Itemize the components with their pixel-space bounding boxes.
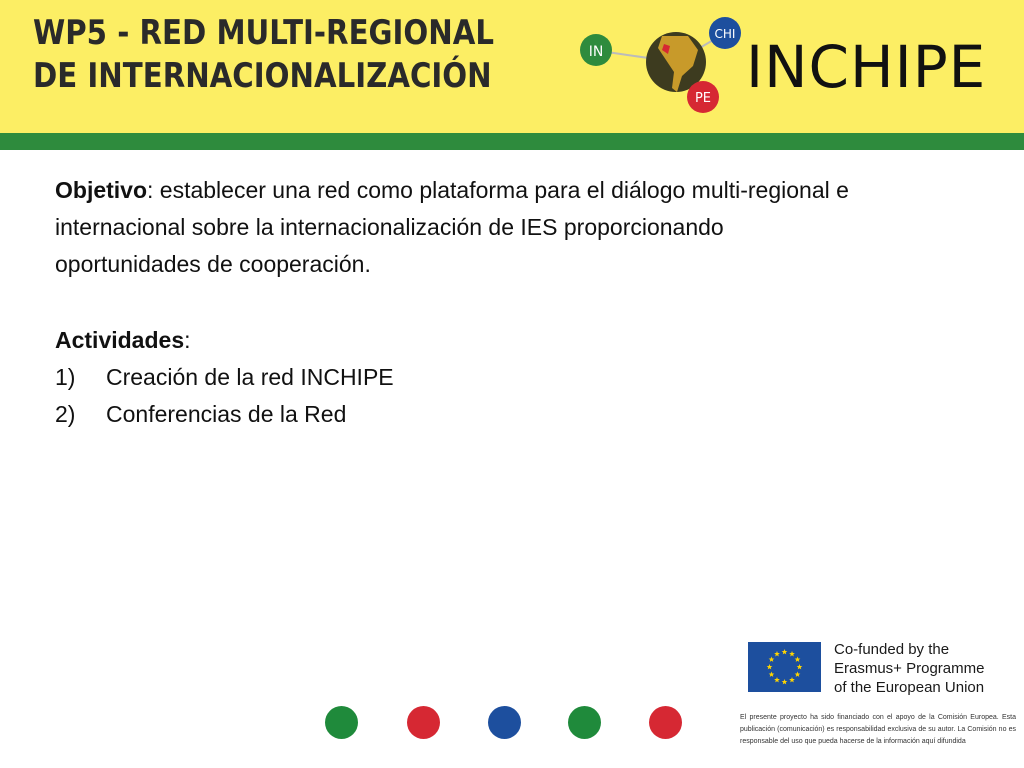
decorative-dot-4 <box>568 706 601 739</box>
list-number: 1) <box>55 364 76 390</box>
list-number: 2) <box>55 401 76 427</box>
slide-title <box>33 12 515 98</box>
objetivo-label: Objetivo <box>55 177 148 203</box>
list-item <box>55 359 855 396</box>
eu-flag-icon <box>748 642 821 692</box>
cofunded-line-2: Erasmus+ Programme <box>834 660 985 677</box>
title-line-1: WP5 - RED MULTI-REGIONAL <box>33 13 495 53</box>
badge-in-label: IN <box>588 44 604 60</box>
title-line-2: DE INTERNACIONALIZACIÓN <box>33 56 492 96</box>
decorative-dot-5 <box>649 706 682 739</box>
badge-chi <box>709 17 741 49</box>
list-text: Conferencias de la Red <box>106 401 347 427</box>
list-item <box>55 396 855 433</box>
badge-pe <box>687 81 719 113</box>
inchipe-wordmark: INCHIPE <box>746 33 987 101</box>
objetivo-paragraph <box>55 172 855 283</box>
badge-chi-label: CHI <box>714 27 736 41</box>
decorative-dot-3 <box>488 706 521 739</box>
cofunded-line-1: Co-funded by the <box>834 641 950 658</box>
cofunded-text <box>834 640 1014 697</box>
disclaimer-text: El presente proyecto ha sido financiado con el apoyo de la Comisión Europea. Esta publicación (comunicación) es responsabilidad exclusiva de su autor. La Comisión no es responsable del uso que pueda hacerse de la información aquí difundida <box>740 714 1016 745</box>
cofunded-line-3: of the European Union <box>834 679 985 696</box>
header-divider <box>0 133 1024 150</box>
decorative-dot-1 <box>325 706 358 739</box>
decorative-dot-2 <box>407 706 440 739</box>
actividades-label: Actividades <box>55 327 185 353</box>
badge-in <box>580 34 612 66</box>
slide-body <box>55 172 855 433</box>
objetivo-text: : establecer una red como plataforma para el diálogo multi-regional e internacional sobre la internacionalización de IES proporcionando oportunidades de cooperación. <box>55 177 849 277</box>
inchipe-logo-graphic <box>578 14 758 118</box>
actividades-heading: Actividades: <box>55 327 191 353</box>
list-text: Creación de la red INCHIPE <box>106 364 394 390</box>
badge-pe-label: PE <box>694 91 712 106</box>
